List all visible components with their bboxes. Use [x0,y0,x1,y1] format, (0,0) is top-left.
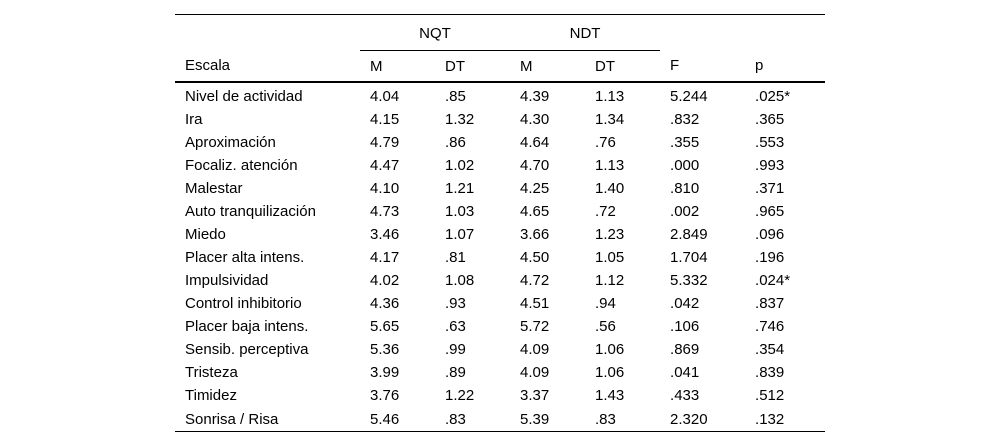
cell-p: .025* [755,88,791,105]
table-row [175,315,825,338]
cell-escala: Miedo [185,226,226,243]
cell-nqt-dt: 1.07 [445,226,475,243]
cell-escala: Sensib. perceptiva [185,341,309,358]
cell-escala: Control inhibitorio [185,295,302,312]
group-header-ndt: NDT [510,15,660,51]
cell-nqt-dt: 1.03 [445,203,475,220]
table-row [175,269,825,292]
cell-ndt-m: 5.39 [510,407,585,432]
cell-nqt-dt: .86 [445,134,466,151]
cell-f: 2.320 [660,407,745,432]
cell-f: 5.244 [670,88,708,105]
group-header-spacer-right [660,15,825,51]
cell-f: .869 [670,341,700,358]
cell-nqt-dt: .93 [445,295,466,312]
cell-ndt-dt: 1.06 [595,341,625,358]
cell-ndt-m: 3.37 [520,387,550,404]
cell-ndt-m: 3.66 [520,226,550,243]
cell-ndt-m: 4.30 [520,111,550,128]
cell-nqt-m: 3.99 [370,364,400,381]
cell-f: .002 [670,203,700,220]
table-row [175,131,825,154]
table-row [175,223,825,246]
cell-ndt-m: 4.64 [520,134,550,151]
cell-nqt-m: 4.10 [370,180,400,197]
cell-nqt-dt: .99 [445,341,466,358]
cell-p: .132 [745,407,825,432]
cell-nqt-m: 5.36 [370,341,400,358]
cell-p: .553 [755,134,785,151]
cell-ndt-dt: 1.12 [595,272,625,289]
cell-p: .993 [755,157,785,174]
cell-ndt-m: 4.09 [520,364,550,381]
cell-ndt-dt: .56 [595,318,616,335]
cell-ndt-dt: 1.05 [595,249,625,266]
cell-nqt-m: 4.17 [370,249,400,266]
cell-nqt-m: 4.02 [370,272,400,289]
table-row [175,154,825,177]
cell-p: .746 [755,318,785,335]
cell-ndt-dt: 1.40 [595,180,625,197]
cell-escala: Nivel de actividad [185,88,303,105]
cell-nqt-m: 3.76 [370,387,400,404]
cell-p: .837 [755,295,785,312]
cell-p: .365 [755,111,785,128]
cell-p: .354 [755,341,785,358]
results-table [175,14,825,432]
cell-ndt-dt: 1.43 [595,387,625,404]
table-row [175,82,825,108]
group-header-row [175,15,825,51]
column-header-row [175,51,825,83]
cell-ndt-dt: 1.13 [595,157,625,174]
cell-nqt-m: 5.46 [360,407,435,432]
cell-nqt-dt: .83 [435,407,510,432]
cell-p: .965 [755,203,785,220]
cell-f: .355 [670,134,700,151]
cell-f: .042 [670,295,700,312]
table-row [175,384,825,407]
cell-p: .024* [755,272,791,289]
cell-escala: Malestar [185,180,243,197]
table-row [175,200,825,223]
cell-nqt-m: 5.65 [370,318,400,335]
cell-p: .512 [755,387,785,404]
cell-f: 5.332 [670,272,708,289]
cell-f: .433 [670,387,700,404]
cell-nqt-m: 4.36 [370,295,400,312]
table-row [175,177,825,200]
cell-f: .810 [670,180,700,197]
cell-escala: Timidez [185,387,237,404]
cell-ndt-m: 4.65 [520,203,550,220]
cell-nqt-m: 4.15 [370,111,400,128]
cell-f: .832 [670,111,700,128]
cell-ndt-m: 4.51 [520,295,550,312]
table-body [175,82,825,432]
cell-nqt-m: 4.73 [370,203,400,220]
column-header-p: p [745,51,825,83]
cell-nqt-dt: .85 [445,88,466,105]
cell-ndt-dt: .76 [595,134,616,151]
column-header-f: F [660,51,745,83]
cell-nqt-m: 4.79 [370,134,400,151]
column-header-nqt-dt: DT [435,51,510,83]
cell-escala: Focaliz. atención [185,157,298,174]
cell-ndt-dt: .72 [595,203,616,220]
column-header-ndt-m: M [510,51,585,83]
cell-ndt-m: 5.72 [520,318,550,335]
table-row [175,246,825,269]
group-header-nqt: NQT [360,15,510,51]
cell-ndt-m: 4.25 [520,180,550,197]
cell-nqt-m: 4.47 [370,157,400,174]
cell-escala: Placer alta intens. [185,249,305,266]
cell-ndt-m: 4.09 [520,341,550,358]
cell-p: .096 [755,226,785,243]
cell-f: 1.704 [670,249,708,266]
table-row [175,338,825,361]
cell-nqt-m: 3.46 [370,226,400,243]
cell-ndt-dt: .83 [585,407,660,432]
cell-ndt-dt: 1.23 [595,226,625,243]
cell-nqt-dt: 1.02 [445,157,475,174]
cell-escala: Auto tranquilización [185,203,316,220]
cell-escala: Aproximación [185,134,276,151]
cell-nqt-dt: .89 [445,364,466,381]
column-header-escala: Escala [175,51,360,83]
cell-escala: Ira [185,111,203,128]
cell-f: .106 [670,318,700,335]
cell-f: .041 [670,364,700,381]
column-header-ndt-dt: DT [585,51,660,83]
cell-ndt-m: 4.72 [520,272,550,289]
cell-f: .000 [670,157,700,174]
cell-ndt-m: 4.39 [520,88,550,105]
cell-ndt-m: 4.70 [520,157,550,174]
cell-p: .371 [755,180,785,197]
cell-ndt-dt: 1.34 [595,111,625,128]
cell-nqt-dt: 1.21 [445,180,475,197]
cell-nqt-dt: 1.32 [445,111,475,128]
cell-f: 2.849 [670,226,708,243]
cell-escala: Placer baja intens. [185,318,309,335]
cell-nqt-dt: .63 [445,318,466,335]
cell-nqt-m: 4.04 [370,88,400,105]
cell-ndt-dt: 1.13 [595,88,625,105]
cell-p: .839 [755,364,785,381]
cell-ndt-dt: .94 [595,295,616,312]
results-table-container [175,14,825,432]
cell-ndt-m: 4.50 [520,249,550,266]
cell-escala: Tristeza [185,364,238,381]
cell-nqt-dt: .81 [445,249,466,266]
group-header-spacer [175,15,360,51]
cell-escala: Sonrisa / Risa [175,407,360,432]
cell-p: .196 [755,249,785,266]
cell-escala: Impulsividad [185,272,269,289]
cell-ndt-dt: 1.06 [595,364,625,381]
table-row [175,361,825,384]
cell-nqt-dt: 1.22 [445,387,475,404]
column-header-nqt-m: M [360,51,435,83]
table-row [175,292,825,315]
table-row [175,407,825,432]
cell-nqt-dt: 1.08 [445,272,475,289]
table-row [175,108,825,131]
